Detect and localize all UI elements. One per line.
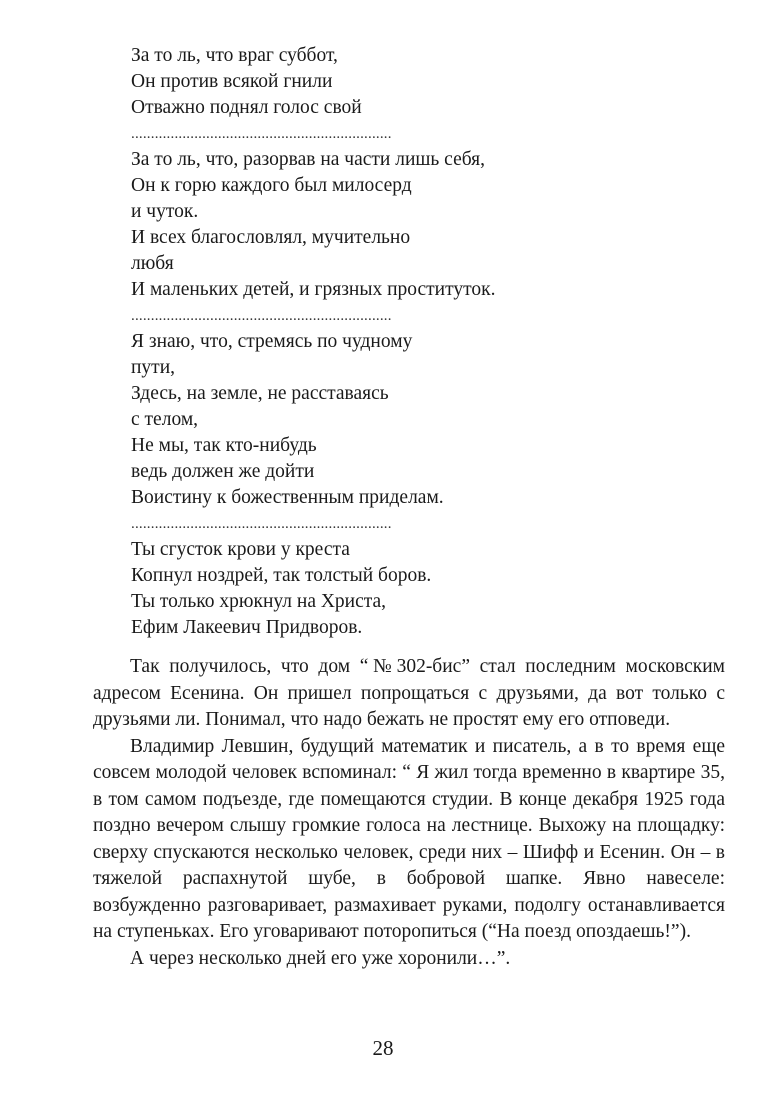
poem-line: любя xyxy=(131,253,174,274)
ellipsis-separator: .................................................................. xyxy=(131,308,392,324)
poem-line: Он против всякой гнили xyxy=(131,71,333,92)
poem-line: Отважно поднял голос свой xyxy=(131,97,362,118)
paragraph: Владимир Левшин, будущий математик и писатель, а в то время еще совсем молодой человек вспоминал: “ Я жил тогда временно в квартире 35, в том самом подъезде, где помещаются студии. В конце декабря 1925 года поздно вечером слышу громкие голоса на лестнице. Выхожу на площадку: сверху спускаются несколько человек, среди них – Шифф и Есенин. Он – в тяжелой распахнутой шубе, в бобровой шапке. Явно навеселе: возбужденно разговаривает, размахивает руками, подолгу останавливается на ступеньках. Его уговаривают поторопиться (“На поезд опоздаешь!”). xyxy=(93,735,725,942)
poem-line: Ефим Лакеевич Придворов. xyxy=(131,617,363,638)
poem-line: Здесь, на земле, не расставаясь xyxy=(131,383,389,404)
poem-line: Копнул ноздрей, так толстый боров. xyxy=(131,565,432,586)
poem-line: Воистину к божественным приделам. xyxy=(131,487,444,508)
poem-line: Ты только хрюкнул на Христа, xyxy=(131,591,387,612)
poem-line: ведь должен же дойти xyxy=(131,461,315,482)
poem-line: и чуток. xyxy=(131,201,199,222)
poem-line: Ты сгусток крови у креста xyxy=(131,539,350,560)
paragraph: Так получилось, что дом “№302-бис” стал последним московским адресом Есенина. Он пришел попрощаться с друзьями, да вот только с друзьями ли. Понимал, что надо бежать не простят ему его отповеди. xyxy=(93,656,725,730)
poem-block xyxy=(131,43,571,641)
paragraph: А через несколько дней его уже хоронили…”. xyxy=(130,947,511,969)
poem-line: И всех благословлял, мучительно xyxy=(131,227,411,248)
poem-line: Я знаю, что, стремясь по чудному xyxy=(131,331,413,352)
poem-line: За то ль, что, разорвав на части лишь себя, xyxy=(131,149,486,170)
ellipsis-separator: .................................................................. xyxy=(131,516,392,532)
prose-block xyxy=(93,654,725,972)
poem-line: Он к горю каждого был милосерд xyxy=(131,175,412,196)
poem-line: И маленьких детей, и грязных проституток. xyxy=(131,279,496,300)
poem-line: пути, xyxy=(131,357,176,378)
ellipsis-separator: .................................................................. xyxy=(131,126,392,142)
poem-line: За то ль, что враг суббот, xyxy=(131,45,338,66)
page-number: 28 xyxy=(372,1036,394,1060)
poem-line: Не мы, так кто-нибудь xyxy=(131,435,317,456)
poem-line: с телом, xyxy=(131,409,199,430)
